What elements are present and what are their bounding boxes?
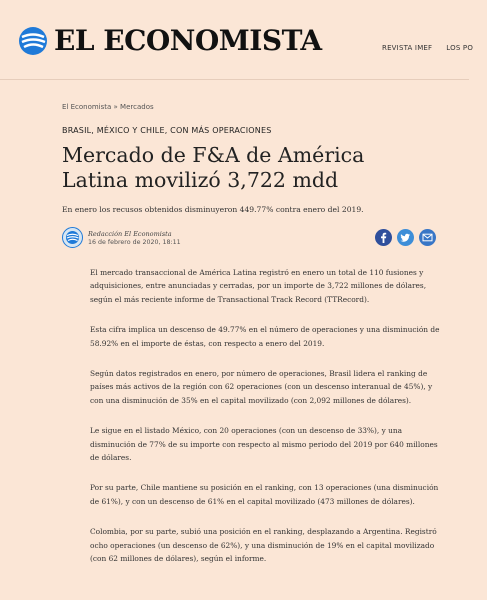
share-facebook-button[interactable] <box>375 229 392 246</box>
article-paragraph: El mercado transaccional de América Latina registró en enero un total de 110 fusiones y adquisiciones, entre anunciadas y cerradas, por un importe de 3,722 millones de dólares, según el más reciente informe de Transactional Track Record (TTRecord). <box>90 268 427 304</box>
site-header <box>0 0 474 80</box>
publish-date: 16 de febrero de 2020, 18:11 <box>88 239 181 246</box>
article-body <box>90 266 440 583</box>
article-kicker: BRASIL, MÉXICO Y CHILE, CON MÁS OPERACIONES <box>62 126 272 135</box>
article-title: Mercado de F&A de América Latina movilizó 3,722 mdd <box>62 143 365 192</box>
top-nav <box>382 44 487 52</box>
article-paragraph: Por su parte, Chile mantiene su posición en el ranking, con 13 operaciones (una disminución de 61%), y con un descenso de 61% en el capital movilizado (473 millones de dólares). <box>90 483 439 506</box>
share-twitter-button[interactable] <box>397 229 414 246</box>
site-logo[interactable]: EL ECONOMISTA <box>54 24 322 57</box>
nav-item-revista-imef[interactable]: REVISTA IMEF <box>382 44 433 52</box>
logo-globe-icon[interactable] <box>18 26 48 56</box>
article-subtitle: En enero los recusos obtenidos disminuyeron 449.77% contra enero del 2019. <box>62 205 364 214</box>
article-paragraph: Según datos registrados en enero, por número de operaciones, Brasil lidera el ranking de países más activos de la región con 62 operaciones (con un descenso interanual de 45%), y con una disminución de 35% en el capital movilizado (con 2,092 millones de dólares). <box>90 369 433 405</box>
author-name[interactable]: Redacción El Economista <box>88 230 172 238</box>
author-avatar[interactable] <box>62 227 83 248</box>
nav-item-los-po[interactable]: LOS PO <box>446 44 474 52</box>
breadcrumb[interactable]: El Economista » Mercados <box>62 103 154 111</box>
article-paragraph: Le sigue en el listado México, con 20 operaciones (con un descenso de 33%), y una disminución de 77% de su importe con respecto al mismo periodo del 2019 por 640 millones de dólares. <box>90 426 438 463</box>
article-paragraph: Colombia, por su parte, subió una posición en el ranking, desplazando a Argentina. Registró ocho operaciones (un descenso de 62%), y una disminución de 19% en el capital movilizado (con 62 millones de dólares), según el informe. <box>90 527 437 564</box>
twitter-icon <box>397 229 414 246</box>
facebook-icon <box>375 229 392 246</box>
email-icon <box>419 229 436 246</box>
article-paragraph: Esta cifra implica un descenso de 49.77% en el número de operaciones y una disminución de 58.92% en el importe de éstas, con respecto a enero del 2019. <box>90 325 440 348</box>
share-email-button[interactable] <box>419 229 436 246</box>
